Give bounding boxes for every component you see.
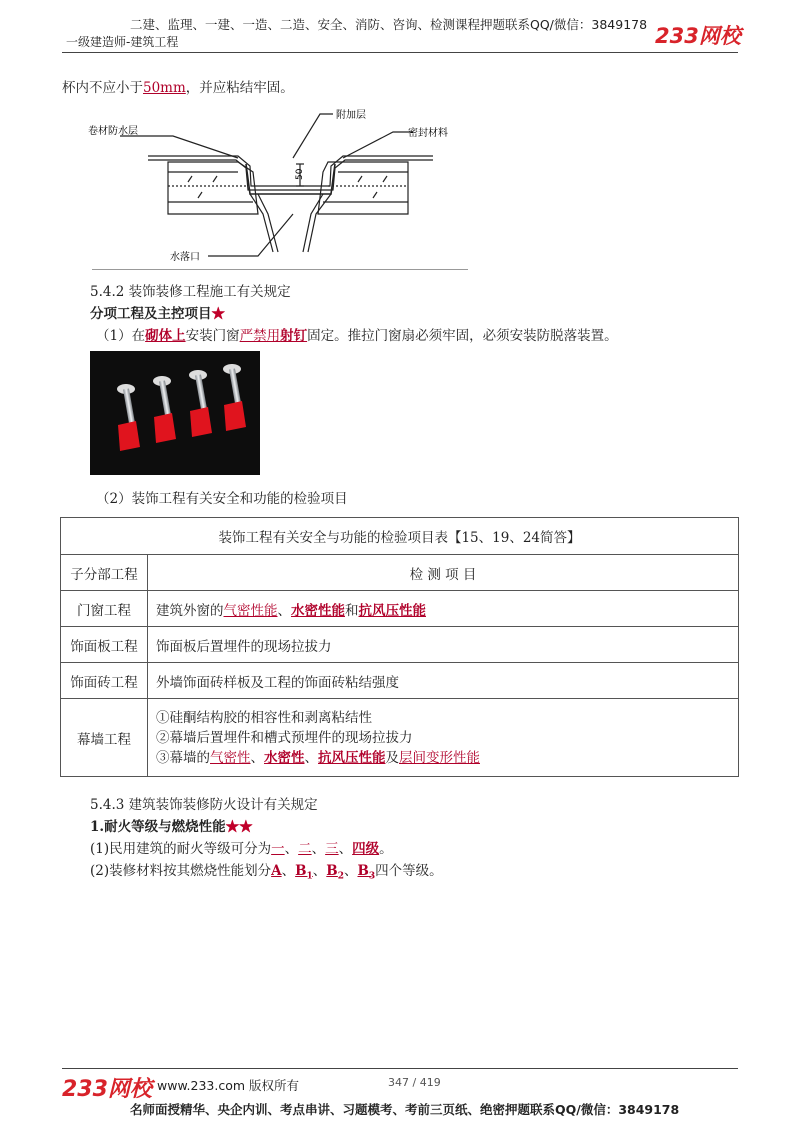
label-dimension: 50: [295, 168, 305, 180]
footer-contact-line: 名师面授精华、央企内训、考点串讲、习题模考、考前三页纸、绝密押题联系QQ/微信：3849178: [130, 1102, 680, 1117]
section-542-subheading: 分项工程及主控项目★: [90, 306, 225, 322]
row-panel-text: 饰面板后置埋件的现场拉拔力: [148, 627, 739, 663]
table-head-col2: 检 测 项 目: [148, 555, 739, 591]
table-head-col1: 子分部工程: [61, 555, 148, 591]
row-tile-name: 饰面砖工程: [61, 663, 148, 699]
intro-value: 50mm: [143, 80, 186, 96]
footer-logo: 233网校: [62, 1077, 152, 1102]
row-door-name: 门窗工程: [61, 591, 148, 627]
inspection-table: [60, 517, 739, 777]
footer-rule: [62, 1068, 738, 1069]
table-row: [61, 591, 739, 627]
star-icon: ★: [211, 306, 225, 322]
row-curtain-text: ①硅酮结构胶的相容性和剥离粘结性 ②幕墙后置埋件和槽式预埋件的现场拉拔力 ③幕墙的气密性、水密性、抗风压性能及层间变形性能: [148, 699, 739, 777]
label-sealant: 密封材料: [408, 128, 448, 139]
header-logo: 233网校: [655, 24, 741, 48]
row-door-text: 建筑外窗的气密性能、水密性能和抗风压性能: [148, 591, 739, 627]
section-542-item2: （2）装饰工程有关安全和功能的检验项目: [96, 491, 348, 507]
diagram-underline: [92, 269, 468, 270]
header-contact-line: 二建、监理、一建、一造、二造、安全、消防、咨询、检测课程押题联系QQ/微信：3849178: [130, 17, 648, 32]
row-curtain-name: 幕墙工程: [61, 699, 148, 777]
section-543-item1: (1)民用建筑的耐火等级可分为一、二、三、四级。: [90, 841, 393, 857]
star-icon: ★★: [225, 819, 253, 835]
roof-drain-svg: [88, 102, 470, 270]
label-membrane: 卷材防水层: [88, 126, 138, 137]
row-tile-text: 外墙饰面砖样板及工程的饰面砖粘结强度: [148, 663, 739, 699]
table-caption: 装饰工程有关安全与功能的检验项目表【15、19、24简答】: [61, 518, 739, 555]
section-543-heading: 5.4.3 建筑装饰装修防火设计有关规定: [90, 797, 318, 813]
row-panel-name: 饰面板工程: [61, 627, 148, 663]
label-added-layer: 附加层: [336, 110, 366, 121]
section-543-subheading: 1.耐火等级与燃烧性能★★: [90, 819, 253, 835]
header-subtitle: 一级建造师-建筑工程: [66, 35, 179, 49]
section-542-heading: 5.4.2 装饰装修工程施工有关规定: [90, 284, 291, 300]
roof-drain-diagram: [88, 102, 470, 270]
table-row: [61, 627, 739, 663]
table-row: [61, 663, 739, 699]
footer-site: www.233.com 版权所有: [157, 1078, 299, 1093]
page-number: 347 / 419: [388, 1076, 441, 1089]
nails-photo-svg: [90, 351, 260, 475]
section-542-item1: （1）在砌体上安装门窗严禁用射钉固定。推拉门窗扇必须牢固，必须安装防脱落装置。: [96, 328, 618, 344]
header-rule: [62, 52, 738, 53]
intro-line: 杯内不应小于50mm，并应粘结牢固。: [62, 80, 294, 96]
nails-photo: [90, 351, 260, 475]
section-543-item2: (2)装修材料按其燃烧性能划分A、$B_1$、$B_2$、$B_3$四个等级。: [90, 863, 443, 882]
label-outlet: 水落口: [170, 252, 200, 263]
table-row: [61, 699, 739, 777]
